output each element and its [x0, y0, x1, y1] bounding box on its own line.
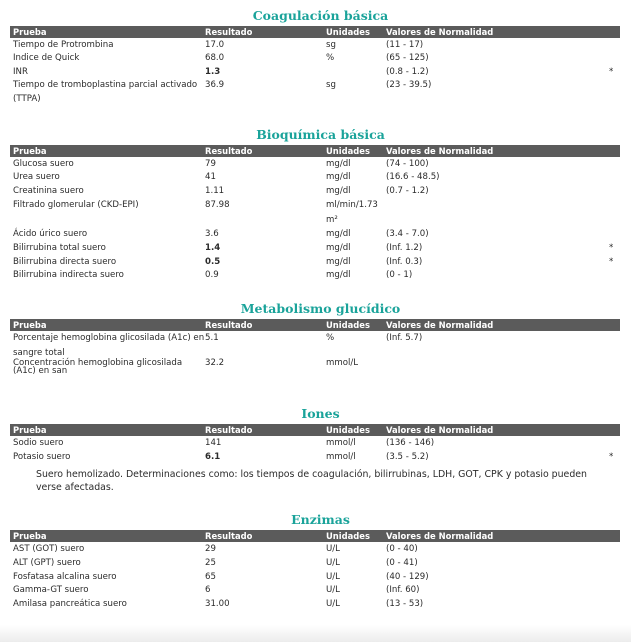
table-row — [10, 584, 620, 597]
header-result: Resultado — [205, 425, 253, 435]
result-value: 6.1 — [205, 452, 221, 462]
result-value: 141 — [205, 438, 222, 448]
result-value: 79 — [205, 159, 216, 169]
test-name: Creatinina suero — [13, 186, 84, 196]
units-value: U/L — [326, 572, 340, 582]
abnormal-flag: * — [609, 257, 614, 267]
header-test: Prueba — [13, 531, 47, 541]
section-title: Iones — [301, 406, 340, 421]
test-name: Potasio suero — [13, 452, 71, 462]
test-name: AST (GOT) suero — [13, 544, 85, 554]
header-units: Unidades — [326, 146, 370, 156]
test-name: Glucosa suero — [13, 159, 74, 169]
result-value: 1.4 — [205, 243, 221, 253]
result-value: 36.9 — [205, 80, 225, 90]
table-row — [10, 241, 620, 255]
units-value: U/L — [326, 585, 340, 595]
table-row — [10, 79, 620, 106]
header-reference: Valores de Normalidad — [386, 531, 494, 541]
header-reference: Valores de Normalidad — [386, 146, 494, 156]
section-metabolismo-glucidico — [0, 299, 631, 375]
reference-range: (3.5 - 5.2) — [386, 452, 429, 462]
test-name: Bilirrubina total suero — [13, 243, 106, 253]
table-header — [10, 26, 620, 38]
units-value: mg/dl — [326, 229, 351, 239]
test-name: Amilasa pancreática suero — [13, 599, 127, 609]
abnormal-flag: * — [609, 452, 614, 462]
result-value: 1.3 — [205, 67, 221, 77]
test-name: Filtrado glomerular (CKD-EPI) — [13, 200, 139, 210]
header-test: Prueba — [13, 27, 47, 37]
header-reference: Valores de Normalidad — [386, 27, 494, 37]
section-bioquimica-basica — [0, 125, 631, 282]
reference-range: (Inf. 60) — [386, 585, 420, 595]
table-row — [10, 198, 620, 227]
header-test: Prueba — [13, 146, 47, 156]
section-title: Enzimas — [291, 512, 350, 527]
result-value: 5.1 — [205, 333, 219, 343]
table-row — [10, 38, 620, 52]
page-bottom-shadow — [0, 625, 631, 642]
result-value: 0.9 — [205, 270, 219, 280]
test-name: Bilirrubina directa suero — [13, 257, 117, 267]
reference-range: (136 - 146) — [386, 438, 435, 448]
units-value: U/L — [326, 558, 340, 568]
header-result: Resultado — [205, 320, 253, 330]
units-value: mmol/l — [326, 452, 356, 462]
result-value: 3.6 — [205, 229, 219, 239]
reference-range: (13 - 53) — [386, 599, 424, 609]
abnormal-flag: * — [609, 67, 614, 77]
result-value: 17.0 — [205, 40, 225, 50]
test-name: Porcentaje hemoglobina glicosilada (A1c) en sangre total — [13, 333, 205, 358]
test-name: INR — [13, 67, 28, 77]
reference-range: (65 - 125) — [386, 53, 429, 63]
reference-range: (0.7 - 1.2) — [386, 186, 429, 196]
reference-range: (Inf. 1.2) — [386, 243, 423, 253]
units-value: sg — [326, 80, 336, 90]
table-row — [10, 65, 620, 79]
section-title: Metabolismo glucídico — [240, 301, 401, 316]
units-value: ml/min/1.73 m² — [326, 200, 378, 225]
result-value: 6 — [205, 585, 211, 595]
result-value: 87.98 — [205, 200, 230, 210]
result-value: 1.11 — [205, 186, 225, 196]
test-name: Tiempo de Protrombina — [13, 40, 114, 50]
table-row — [10, 255, 620, 269]
section-title: Coagulación básica — [252, 8, 389, 23]
units-value: mg/dl — [326, 186, 351, 196]
result-value: 41 — [205, 172, 216, 182]
test-name: Sodio suero — [13, 438, 64, 448]
reference-range: (Inf. 0.3) — [386, 257, 423, 267]
table-row — [10, 597, 620, 611]
header-reference: Valores de Normalidad — [386, 320, 494, 330]
header-units: Unidades — [326, 27, 370, 37]
result-value: 25 — [205, 558, 216, 568]
table-row — [10, 157, 620, 171]
result-value: 32.2 — [205, 358, 225, 368]
test-name: Indice de Quick — [13, 53, 80, 63]
section-note: Suero hemolizado. Determinaciones como: los tiempos de coagulación, bilirrubinas, LDH, GOT, CPK y potasio pueden verse afectadas. — [36, 469, 587, 493]
table-row — [10, 436, 620, 450]
table-header — [10, 530, 620, 542]
section-enzimas — [0, 510, 631, 611]
reference-range: (11 - 17) — [386, 40, 424, 50]
header-result: Resultado — [205, 146, 253, 156]
table-row — [10, 269, 620, 282]
units-value: % — [326, 53, 335, 63]
header-test: Prueba — [13, 320, 47, 330]
units-value: U/L — [326, 599, 340, 609]
header-reference: Valores de Normalidad — [386, 425, 494, 435]
units-value: U/L — [326, 544, 340, 554]
section-coagulacion-basica — [0, 6, 631, 106]
header-result: Resultado — [205, 27, 253, 37]
units-value: mmol/L — [326, 358, 359, 368]
table-row — [10, 570, 620, 584]
reference-range: (23 - 39.5) — [386, 80, 432, 90]
table-row — [10, 171, 620, 184]
units-value: mg/dl — [326, 270, 351, 280]
header-units: Unidades — [326, 320, 370, 330]
reference-range: (0 - 40) — [386, 544, 418, 554]
header-units: Unidades — [326, 531, 370, 541]
reference-range: (Inf. 5.7) — [386, 333, 423, 343]
test-name: Gamma-GT suero — [13, 585, 89, 595]
test-name: Fosfatasa alcalina suero — [13, 572, 117, 582]
units-value: mg/dl — [326, 257, 351, 267]
table-row — [10, 450, 620, 464]
header-units: Unidades — [326, 425, 370, 435]
test-name: Urea suero — [13, 172, 60, 182]
header-result: Resultado — [205, 531, 253, 541]
table-row — [10, 556, 620, 570]
reference-range: (0 - 41) — [386, 558, 418, 568]
result-value: 29 — [205, 544, 216, 554]
table-row — [10, 227, 620, 241]
units-value: mg/dl — [326, 243, 351, 253]
test-name: ALT (GPT) suero — [13, 558, 81, 568]
section-iones — [0, 404, 631, 496]
test-name: Ácido úrico suero — [13, 229, 88, 239]
table-row — [10, 52, 620, 65]
reference-range: (16.6 - 48.5) — [386, 172, 440, 182]
reference-range: (74 - 100) — [386, 159, 429, 169]
table-row — [10, 184, 620, 198]
table-header — [10, 319, 620, 331]
result-value: 31.00 — [205, 599, 230, 609]
section-title: Bioquímica básica — [256, 127, 385, 142]
abnormal-flag: * — [609, 243, 614, 253]
table-header — [10, 145, 620, 157]
units-value: % — [326, 333, 335, 343]
units-value: sg — [326, 40, 336, 50]
test-name: Tiempo de tromboplastina parcial activado (TTPA) — [13, 80, 198, 104]
test-name: Concentración hemoglobina glicosilada (A1c) en san — [13, 358, 183, 376]
units-value: mg/dl — [326, 172, 351, 182]
reference-range: (0.8 - 1.2) — [386, 67, 429, 77]
header-test: Prueba — [13, 425, 47, 435]
result-value: 65 — [205, 572, 216, 582]
reference-range: (3.4 - 7.0) — [386, 229, 429, 239]
reference-range: (0 - 1) — [386, 270, 413, 280]
units-value: mg/dl — [326, 159, 351, 169]
reference-range: (40 - 129) — [386, 572, 429, 582]
table-row — [10, 542, 620, 556]
units-value: mmol/l — [326, 438, 356, 448]
result-value: 0.5 — [205, 257, 221, 267]
table-row — [10, 331, 620, 360]
table-row — [10, 360, 620, 375]
test-name: Bilirrubina indirecta suero — [13, 270, 124, 280]
table-header — [10, 424, 620, 436]
result-value: 68.0 — [205, 53, 225, 63]
